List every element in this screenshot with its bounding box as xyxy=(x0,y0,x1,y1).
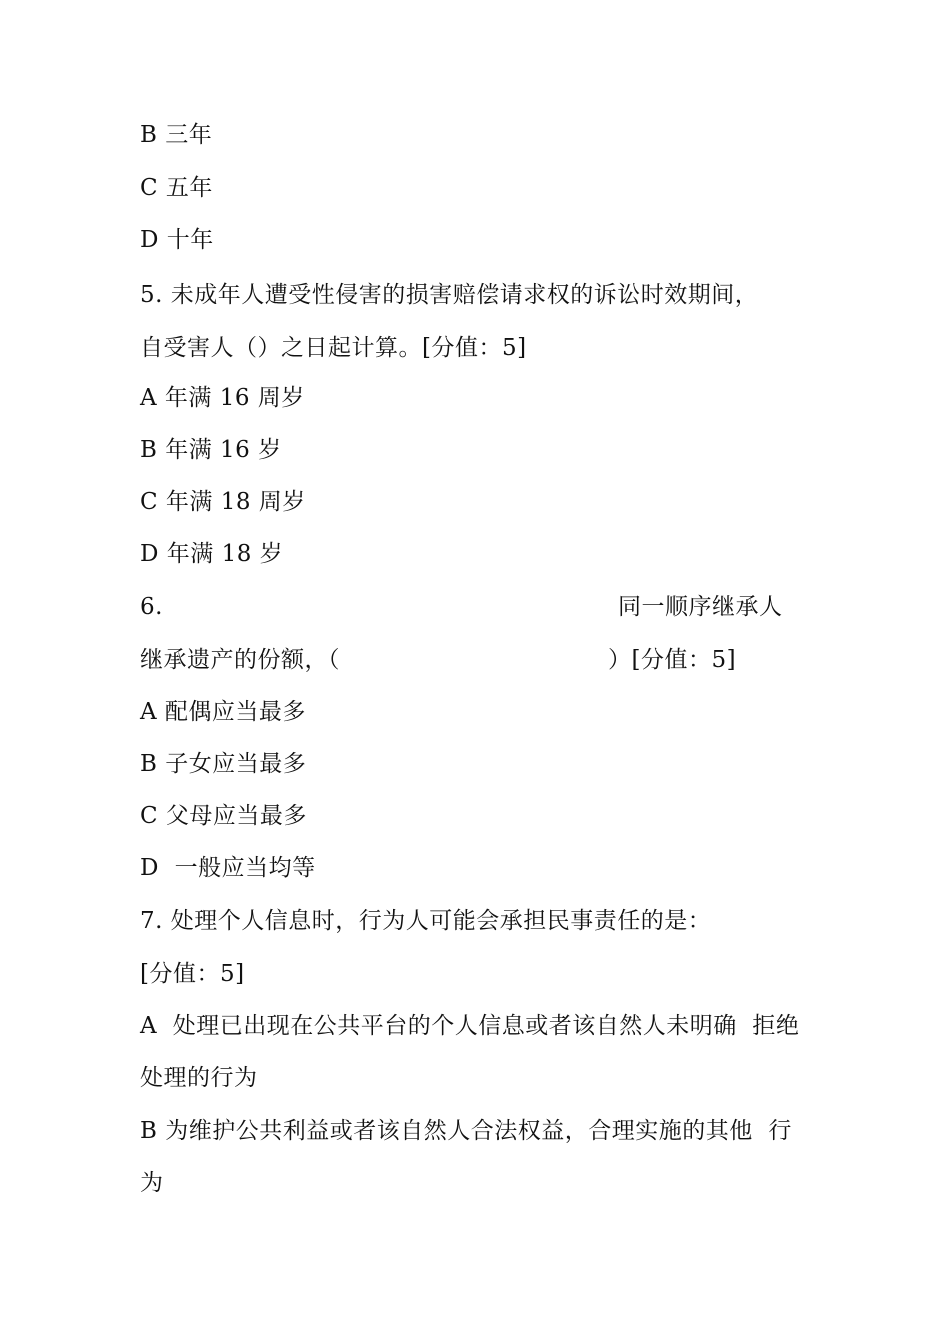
q7-option-b-line-2: 为 xyxy=(140,1170,164,1196)
q6-question-line-2: 继承遗产的份额，（ xyxy=(140,647,340,673)
q6-number: 6. xyxy=(140,594,163,620)
q5-question-line-2: 自受害人（）之日起计算。[分值：5] xyxy=(140,335,527,361)
q5-option-d: D 年满 18 岁 xyxy=(140,541,284,567)
q7-question-line-1: 7. 处理个人信息时，行为人可能会承担民事责任的是： xyxy=(140,908,712,934)
q5-question-line-1: 5. 未成年人遭受性侵害的损害赔偿请求权的诉讼时效期间， xyxy=(140,282,759,308)
q6-option-b: B 子女应当最多 xyxy=(140,751,307,777)
q7-score: [分值：5] xyxy=(140,961,245,987)
q6-question-line-1: 同一顺序继承人 xyxy=(618,594,783,620)
q5-option-a: A 年满 16 周岁 xyxy=(140,385,305,411)
q7-option-a-line-2: 处理的行为 xyxy=(140,1065,258,1091)
q5-option-c: C 年满 18 周岁 xyxy=(140,489,306,515)
q7-option-a-line-1: A 处理已出现在公共平台的个人信息或者该自然人未明确 拒绝 xyxy=(140,1013,800,1039)
q4-option-d: D 十年 xyxy=(140,227,214,253)
q6-option-a: A 配偶应当最多 xyxy=(140,699,306,725)
q5-option-b: B 年满 16 岁 xyxy=(140,437,282,463)
q7-option-b-line-1: B 为维护公共利益或者该自然人合法权益，合理实施的其他 行 xyxy=(140,1118,792,1144)
q4-option-c: C 五年 xyxy=(140,175,213,201)
q6-score: ）[分值：5] xyxy=(608,647,737,673)
q4-option-b: B 三年 xyxy=(140,122,213,148)
q6-option-c: C 父母应当最多 xyxy=(140,803,307,829)
q6-option-d: D 一般应当均等 xyxy=(140,855,316,881)
